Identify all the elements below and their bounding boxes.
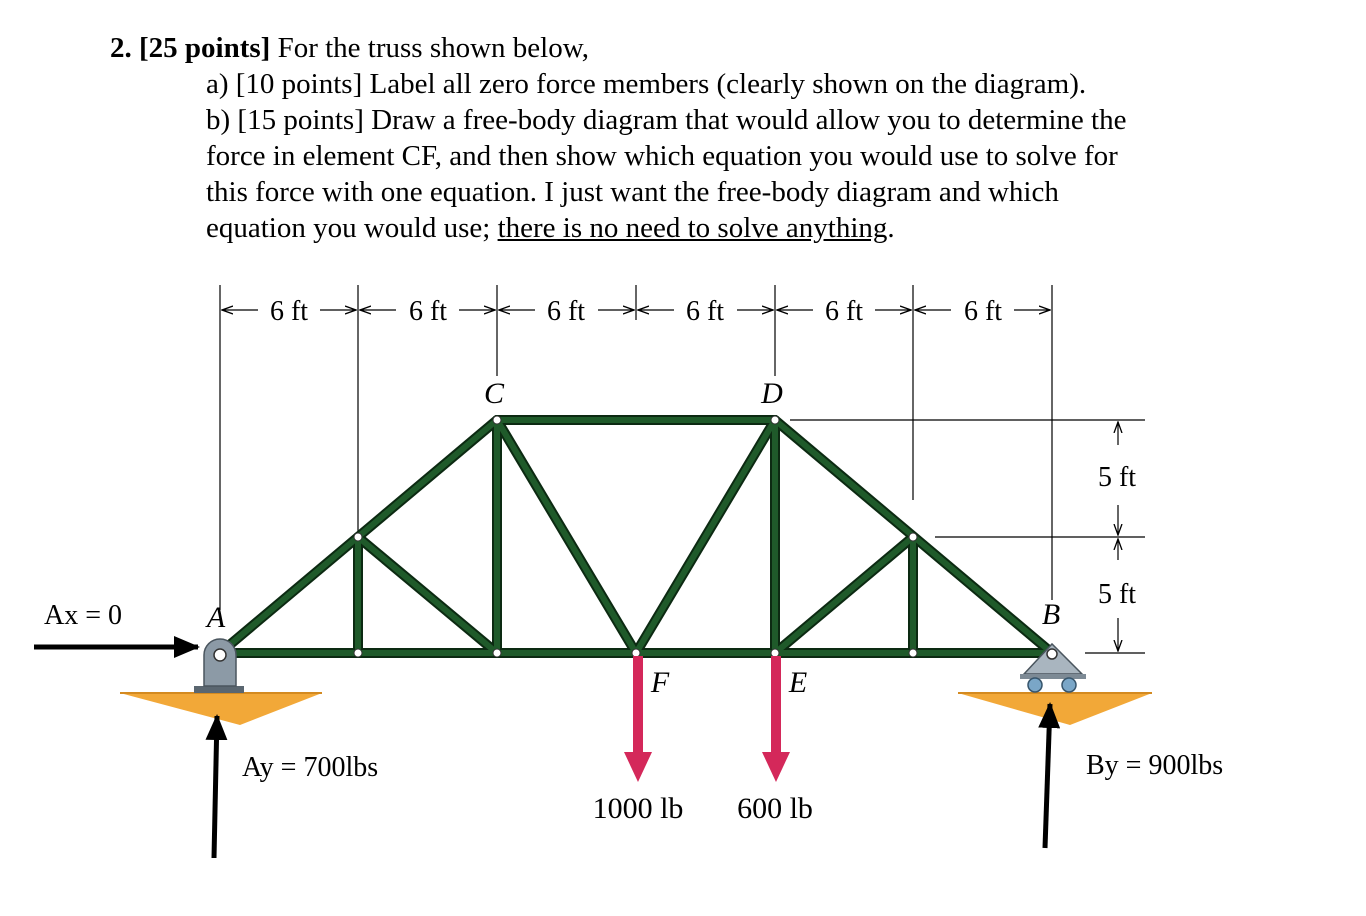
part-b-line-2: force in element CF, and then show which equation you would use to solve for bbox=[206, 140, 1118, 172]
joint-label-c: C bbox=[483, 377, 505, 410]
joint-label-f: F bbox=[650, 666, 670, 699]
ground-right bbox=[958, 693, 1152, 725]
part-b-underlined-note: there is no need to solve anything bbox=[497, 212, 888, 244]
problem-intro: For the truss shown below, bbox=[270, 32, 590, 64]
load-arrow-f-head bbox=[624, 752, 652, 782]
joint-right-lower bbox=[909, 649, 917, 657]
load-label-f: 1000 lb bbox=[592, 792, 684, 825]
joint-label-d: D bbox=[761, 377, 783, 410]
member-c-f bbox=[497, 420, 636, 653]
spacing-label-3: 6 ft bbox=[546, 296, 586, 327]
spacing-label-4: 6 ft bbox=[685, 296, 725, 327]
part-b-line-3: this force with one equation. I just want the free-body diagram and which bbox=[206, 176, 1059, 208]
height-label-2: 5 ft bbox=[1097, 579, 1137, 610]
joint-c-lower bbox=[493, 649, 501, 657]
spacing-label-1: 6 ft bbox=[269, 296, 309, 327]
problem-number: 2. [25 points] bbox=[110, 32, 271, 64]
truss-joints bbox=[354, 416, 917, 657]
load-label-e: 600 lb bbox=[737, 792, 813, 825]
member-right-diagonal bbox=[775, 537, 913, 653]
joint-left-lower bbox=[354, 649, 362, 657]
load-arrow-e-head bbox=[762, 752, 790, 782]
joint-label-e: E bbox=[788, 666, 808, 699]
joint-right-upper bbox=[909, 533, 917, 541]
spacing-label-5: 6 ft bbox=[824, 296, 864, 327]
joint-left-upper bbox=[354, 533, 362, 541]
joint-f bbox=[632, 649, 640, 657]
reaction-arrows bbox=[34, 647, 1050, 858]
reaction-label-ay: Ay = 700lbs bbox=[242, 752, 379, 783]
load-arrow-e-shaft bbox=[771, 656, 781, 756]
joint-e bbox=[771, 649, 779, 657]
joint-d bbox=[771, 416, 779, 424]
part-b-line-4-start: equation you would use; bbox=[206, 212, 498, 244]
member-left-diagonal bbox=[358, 537, 497, 653]
joint-label-b: B bbox=[1041, 598, 1061, 631]
load-arrow-f-shaft bbox=[633, 656, 643, 756]
reaction-label-ax: Ax = 0 bbox=[44, 600, 123, 631]
reaction-label-by: By = 900lbs bbox=[1086, 750, 1224, 781]
reaction-arrow-ay bbox=[214, 716, 217, 858]
height-label-1: 5 ft bbox=[1097, 462, 1137, 493]
joint-label-a: A bbox=[206, 601, 226, 634]
spacing-label-2: 6 ft bbox=[408, 296, 448, 327]
ground-left bbox=[120, 693, 322, 725]
joint-c bbox=[493, 416, 501, 424]
spacing-label-6: 6 ft bbox=[963, 296, 1003, 327]
part-b-line-4-end: . bbox=[887, 212, 895, 244]
truss-members bbox=[220, 420, 1052, 653]
load-arrows bbox=[624, 656, 790, 782]
pin-support-a bbox=[194, 639, 244, 693]
member-d-f bbox=[636, 420, 775, 653]
part-a: a) [10 points] Label all zero force members (clearly shown on the diagram). bbox=[206, 68, 1087, 100]
part-b-line-1: b) [15 points] Draw a free-body diagram that would allow you to determine the bbox=[206, 104, 1127, 136]
reaction-arrow-by bbox=[1045, 704, 1050, 848]
